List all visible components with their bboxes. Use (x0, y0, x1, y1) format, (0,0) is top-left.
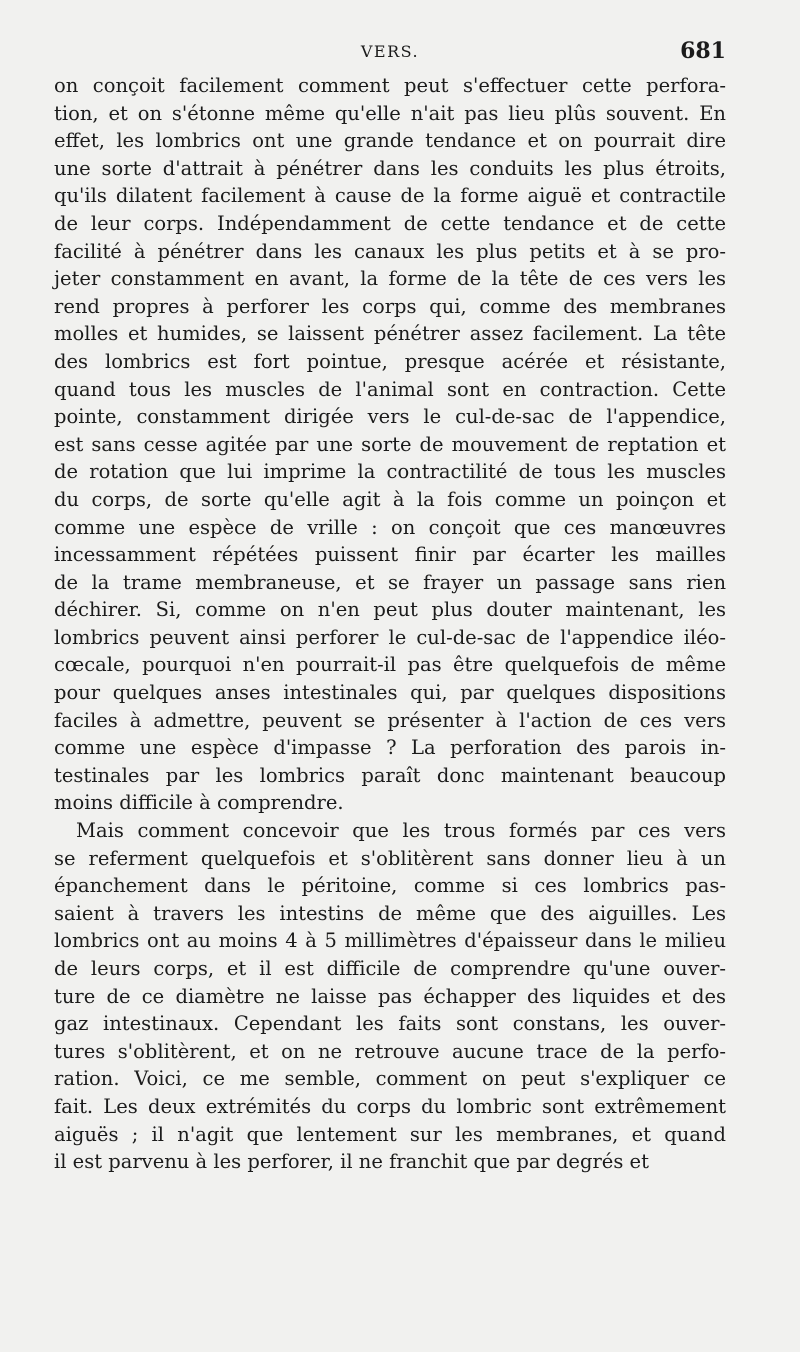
text-line: déchirer. Si, comme on n'en peut plus douter maintenant, les (54, 598, 726, 622)
text-line: aiguës ; il n'agit que lentement sur les membranes, et quand (54, 1122, 726, 1146)
text-line: molles et humides, se laissent pénétrer assez facilement. La tête (54, 322, 726, 346)
text-line: du corps, de sorte qu'elle agit à la fois comme un poinçon et (54, 487, 726, 511)
text-line: ture de ce diamètre ne laisse pas échapper des liquides et des (54, 984, 726, 1008)
text-line: jeter constamment en avant, la forme de la tête de ces vers les (54, 267, 726, 291)
text-line: Mais comment concevoir que les trous formés par ces vers (76, 819, 726, 843)
text-line: lombrics ont au moins 4 à 5 millimètres d'épaisseur dans le milieu (54, 929, 726, 953)
page-header (54, 38, 726, 70)
text-line: faciles à admettre, peuvent se présenter à l'action de ces vers (54, 708, 726, 732)
text-line: incessamment répétées puissent finir par écarter les mailles (54, 543, 726, 567)
text-line: fait. Les deux extrémités du corps du lombric sont extrêmement (54, 1094, 726, 1118)
text-line: tures s'oblitèrent, et on ne retrouve aucune trace de la perfo- (54, 1039, 726, 1063)
text-line: facilité à pénétrer dans les canaux les plus petits et à se pro- (54, 239, 726, 263)
text-line: moins difficile à comprendre. (54, 791, 344, 815)
text-line: pour quelques anses intestinales qui, par quelques dispositions (54, 681, 726, 705)
text-line: comme une espèce d'impasse ? La perforation des parois in- (54, 736, 726, 760)
text-line: ration. Voici, ce me semble, comment on peut s'expliquer ce (54, 1067, 726, 1091)
text-line: des lombrics est fort pointue, presque acérée et résistante, (54, 349, 726, 373)
text-line: de leurs corps, et il est difficile de comprendre qu'une ouver- (54, 957, 726, 980)
text-line: on conçoit facilement comment peut s'effectuer cette perfora- (54, 74, 726, 97)
paragraph (54, 817, 726, 1176)
text-line: qu'ils dilatent facilement à cause de la forme aiguë et contractile (54, 184, 726, 208)
text-line: se referment quelquefois et s'oblitèrent sans donner lieu à un (54, 846, 726, 870)
text-line: lombrics peuvent ainsi perforer le cul-de-sac de l'appendice iléo- (54, 625, 726, 649)
running-head: VERS. (360, 42, 420, 61)
text-line: de la trame membraneuse, et se frayer un passage sans rien (54, 570, 726, 594)
text-line: de leur corps. Indépendamment de cette tendance et de cette (54, 211, 726, 235)
text-line: gaz intestinaux. Cependant les faits sont constans, les ouver- (54, 1012, 726, 1036)
text-line: testinales par les lombrics paraît donc maintenant beaucoup (54, 763, 726, 787)
text-line: rend propres à perforer les corps qui, comme des membranes (54, 294, 726, 318)
text-line: de rotation que lui imprime la contractilité de tous les muscles (54, 460, 726, 484)
text-line: épanchement dans le péritoine, comme si ces lombrics pas- (54, 874, 726, 898)
text-line: pointe, constamment dirigée vers le cul-de-sac de l'appendice, (54, 405, 726, 429)
text-line: cœcale, pourquoi n'en pourrait-il pas être quelquefois de même (54, 653, 726, 677)
page-number: 681 (680, 38, 726, 64)
text-line: il est parvenu à les perforer, il ne franchit que par degrés et (54, 1150, 649, 1174)
text-line: une sorte d'attrait à pénétrer dans les conduits les plus étroits, (54, 156, 726, 180)
text-line: comme une espèce de vrille : on conçoit que ces manœuvres (54, 515, 726, 539)
text-line: effet, les lombrics ont une grande tendance et on pourrait dire (54, 129, 726, 153)
paragraph (54, 72, 726, 817)
text-line: tion, et on s'étonne même qu'elle n'ait pas lieu plûs souvent. En (54, 101, 726, 125)
text-line: quand tous les muscles de l'animal sont en contraction. Cette (54, 377, 726, 401)
body-text (54, 72, 726, 1176)
text-line: saient à travers les intestins de même que des aiguilles. Les (54, 901, 726, 925)
text-line: est sans cesse agitée par une sorte de mouvement de reptation et (54, 432, 726, 456)
